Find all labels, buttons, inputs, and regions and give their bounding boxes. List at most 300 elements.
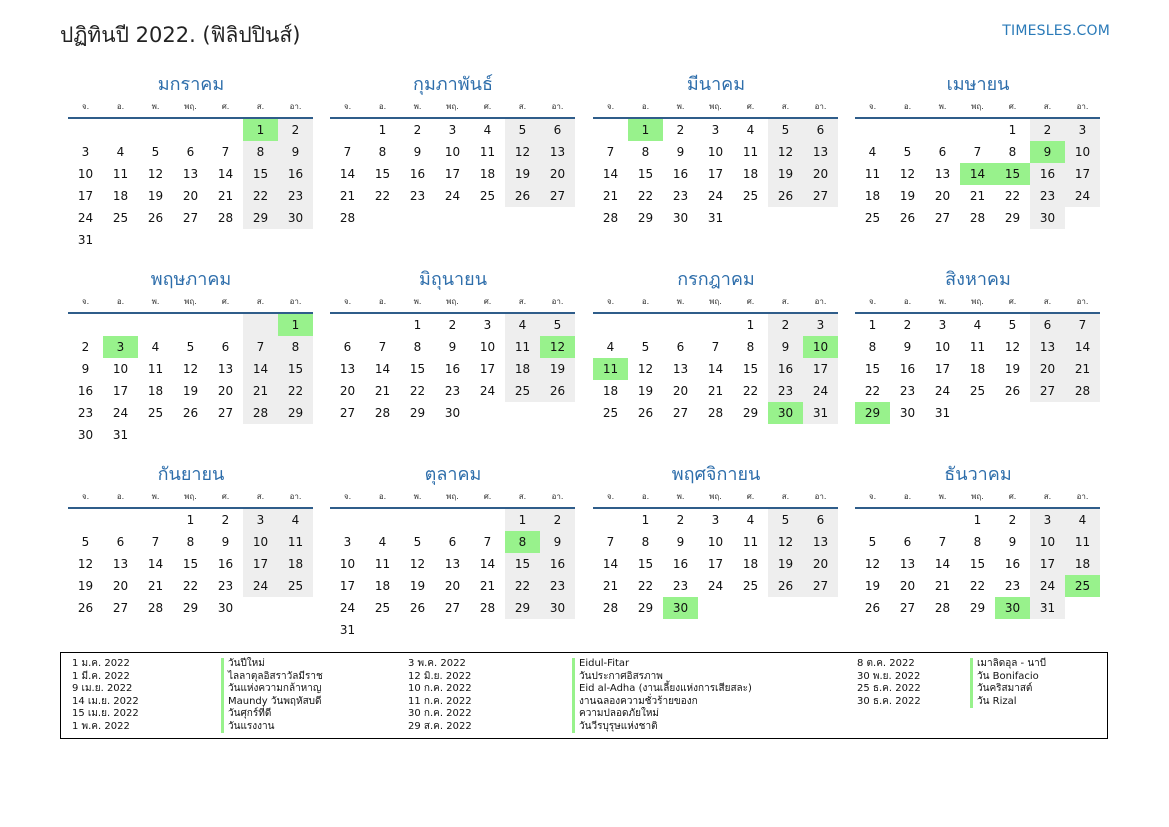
legend-row bbox=[72, 721, 323, 734]
weekday-label: พ. bbox=[413, 491, 422, 501]
week-row bbox=[855, 575, 1101, 597]
day-cell: 6 bbox=[343, 340, 352, 354]
day-cell: 14 bbox=[217, 167, 234, 181]
day-cell: 22 bbox=[374, 189, 391, 203]
day-cell: 18 bbox=[112, 189, 129, 203]
day-cell: 2 bbox=[676, 513, 685, 527]
day-cell: 31 bbox=[803, 402, 838, 424]
holiday-day-cell: 30 bbox=[995, 597, 1030, 619]
legend-holiday-name: วันวีรบุรุษแห่งชาติ bbox=[572, 721, 658, 734]
day-cell: 22 bbox=[409, 384, 426, 398]
day-cell: 4 bbox=[278, 509, 313, 531]
weekday-label: ส. bbox=[1043, 101, 1052, 111]
day-cell: 4 bbox=[606, 340, 615, 354]
day-cell: 10 bbox=[243, 531, 278, 553]
day-cell: 28 bbox=[339, 211, 356, 225]
day-cell: 17 bbox=[803, 358, 838, 380]
empty-day-cell bbox=[330, 119, 365, 141]
day-cell: 3 bbox=[938, 318, 947, 332]
empty-day-cell bbox=[593, 509, 628, 531]
weekday-label: จ. bbox=[606, 296, 615, 306]
weekday-label: อ. bbox=[641, 296, 650, 306]
empty-day-cell bbox=[365, 314, 400, 336]
day-cell: 7 bbox=[938, 535, 947, 549]
month-calendar bbox=[330, 70, 576, 229]
day-cell: 5 bbox=[641, 340, 650, 354]
legend-row bbox=[857, 671, 1046, 684]
day-cell: 20 bbox=[339, 384, 356, 398]
day-cell: 10 bbox=[1030, 531, 1065, 553]
day-cell: 23 bbox=[899, 384, 916, 398]
weekday-label: จ. bbox=[868, 101, 877, 111]
page-title: ปฏิทินปี 2022. (ฟิลิปปินส์) bbox=[60, 23, 301, 47]
day-cell: 5 bbox=[1008, 318, 1017, 332]
holiday-day-cell: 1 bbox=[628, 119, 663, 141]
holiday-day-cell: 1 bbox=[243, 119, 278, 141]
day-cell: 8 bbox=[378, 145, 387, 159]
day-cell: 10 bbox=[934, 340, 951, 354]
day-cell: 2 bbox=[540, 509, 575, 531]
empty-day-cell bbox=[960, 119, 995, 141]
day-cell: 8 bbox=[641, 145, 650, 159]
day-cell: 24 bbox=[1030, 575, 1065, 597]
day-cell: 12 bbox=[182, 362, 199, 376]
empty-day-cell bbox=[855, 119, 890, 141]
empty-day-cell bbox=[365, 619, 400, 641]
day-cell: 4 bbox=[116, 145, 125, 159]
legend-row bbox=[72, 683, 323, 696]
legend-holiday-name: Maundy วันพฤหัสบดี bbox=[221, 696, 322, 709]
day-cell: 6 bbox=[676, 340, 685, 354]
empty-day-cell bbox=[173, 119, 208, 141]
week-row bbox=[68, 380, 314, 402]
week-row bbox=[593, 314, 839, 336]
site-link[interactable]: TIMESLES.COM bbox=[1002, 23, 1110, 39]
weekday-label: พฤ. bbox=[184, 296, 197, 306]
day-cell: 23 bbox=[672, 189, 689, 203]
day-cell: 19 bbox=[1004, 362, 1021, 376]
day-cell: 4 bbox=[1065, 509, 1100, 531]
day-cell: 22 bbox=[278, 380, 313, 402]
weekday-label: จ. bbox=[81, 101, 90, 111]
day-cell: 23 bbox=[77, 406, 94, 420]
day-cell: 5 bbox=[413, 535, 422, 549]
legend-date: 30 ธ.ค. 2022 bbox=[857, 695, 921, 707]
weekday-label: พ. bbox=[151, 296, 160, 306]
week-row bbox=[68, 597, 314, 619]
empty-day-cell bbox=[243, 229, 278, 251]
day-cell: 29 bbox=[969, 601, 986, 615]
day-cell: 28 bbox=[147, 601, 164, 615]
day-cell: 11 bbox=[742, 145, 759, 159]
empty-day-cell bbox=[925, 119, 960, 141]
empty-day-cell bbox=[768, 597, 803, 619]
day-cell: 26 bbox=[768, 185, 803, 207]
empty-day-cell bbox=[365, 207, 400, 229]
empty-day-cell bbox=[733, 597, 768, 619]
day-cell: 28 bbox=[479, 601, 496, 615]
day-cell: 9 bbox=[278, 141, 313, 163]
day-cell: 4 bbox=[973, 318, 982, 332]
weekday-label: จ. bbox=[868, 491, 877, 501]
legend-row bbox=[408, 658, 752, 671]
day-cell: 21 bbox=[602, 189, 619, 203]
day-cell: 28 bbox=[217, 211, 234, 225]
week-row bbox=[855, 597, 1101, 619]
legend-holiday-name: ความปลอดภัยใหม่ bbox=[572, 708, 659, 721]
day-cell: 8 bbox=[868, 340, 877, 354]
day-cell: 21 bbox=[243, 380, 278, 402]
week-row bbox=[855, 358, 1101, 380]
weekday-label: อา. bbox=[289, 296, 302, 306]
day-cell: 2 bbox=[768, 314, 803, 336]
day-cell: 24 bbox=[77, 211, 94, 225]
month-calendar bbox=[855, 460, 1101, 619]
day-cell: 26 bbox=[409, 601, 426, 615]
legend-date: 14 เม.ย. 2022 bbox=[72, 695, 139, 707]
weekday-label: ศ. bbox=[746, 296, 755, 306]
month-calendar bbox=[593, 70, 839, 229]
day-cell: 7 bbox=[711, 340, 720, 354]
empty-day-cell bbox=[540, 207, 575, 229]
day-cell: 25 bbox=[147, 406, 164, 420]
holiday-day-cell: 9 bbox=[1030, 141, 1065, 163]
month-title: มกราคม bbox=[157, 74, 225, 95]
legend-date: 8 ต.ค. 2022 bbox=[857, 658, 915, 669]
day-cell: 22 bbox=[969, 579, 986, 593]
day-cell: 6 bbox=[803, 509, 838, 531]
day-cell: 24 bbox=[479, 384, 496, 398]
empty-day-cell bbox=[278, 424, 313, 446]
holiday-day-cell: 1 bbox=[278, 314, 313, 336]
weekday-label: อ. bbox=[903, 296, 912, 306]
day-cell: 14 bbox=[602, 557, 619, 571]
empty-day-cell bbox=[278, 229, 313, 251]
week-row bbox=[855, 336, 1101, 358]
day-cell: 9 bbox=[81, 362, 90, 376]
day-cell: 14 bbox=[602, 167, 619, 181]
empty-day-cell bbox=[138, 229, 173, 251]
legend-date: 15 เม.ย. 2022 bbox=[72, 708, 139, 719]
day-cell: 11 bbox=[505, 336, 540, 358]
empty-day-cell bbox=[138, 424, 173, 446]
day-cell: 31 bbox=[77, 233, 94, 247]
day-cell: 9 bbox=[768, 336, 803, 358]
week-row bbox=[593, 141, 839, 163]
day-cell: 22 bbox=[637, 579, 654, 593]
weekday-label: ส. bbox=[518, 101, 527, 111]
day-cell: 2 bbox=[676, 123, 685, 137]
weekday-header bbox=[68, 294, 314, 308]
weekday-label: พฤ. bbox=[184, 491, 197, 501]
day-cell: 15 bbox=[505, 553, 540, 575]
week-row bbox=[330, 336, 576, 358]
day-cell: 24 bbox=[803, 380, 838, 402]
holiday-day-cell: 12 bbox=[540, 336, 575, 358]
day-cell: 10 bbox=[444, 145, 461, 159]
day-cell: 27 bbox=[444, 601, 461, 615]
month-calendar bbox=[68, 70, 314, 251]
holiday-day-cell: 29 bbox=[855, 402, 890, 424]
day-cell: 7 bbox=[1065, 314, 1100, 336]
day-cell: 18 bbox=[969, 362, 986, 376]
month-title: กุมภาพันธ์ bbox=[413, 74, 493, 95]
day-cell: 26 bbox=[540, 380, 575, 402]
week-row bbox=[330, 163, 576, 185]
weekday-label: จ. bbox=[868, 296, 877, 306]
month-calendar bbox=[68, 265, 314, 446]
weekday-header bbox=[330, 99, 576, 113]
empty-day-cell bbox=[540, 402, 575, 424]
holiday-day-cell: 15 bbox=[995, 163, 1030, 185]
day-cell: 2 bbox=[221, 513, 230, 527]
weekday-label: จ. bbox=[606, 491, 615, 501]
empty-day-cell bbox=[208, 424, 243, 446]
day-cell: 21 bbox=[374, 384, 391, 398]
legend-date: 30 พ.ย. 2022 bbox=[857, 670, 921, 682]
day-cell: 13 bbox=[540, 141, 575, 163]
day-cell: 2 bbox=[903, 318, 912, 332]
weekday-header bbox=[855, 294, 1101, 308]
day-cell: 23 bbox=[409, 189, 426, 203]
day-cell: 9 bbox=[676, 535, 685, 549]
legend-holiday-name: ไลลาตุลอิสราวัลมีราช bbox=[221, 671, 323, 684]
day-cell: 20 bbox=[934, 189, 951, 203]
day-cell: 23 bbox=[217, 579, 234, 593]
day-cell: 10 bbox=[707, 535, 724, 549]
weekday-label: ส. bbox=[518, 296, 527, 306]
weekday-label: พฤ. bbox=[184, 101, 197, 111]
empty-day-cell bbox=[103, 509, 138, 531]
weekday-label: อ. bbox=[116, 101, 125, 111]
weekday-label: จ. bbox=[343, 296, 352, 306]
legend-holiday-name: วันศุกร์ที่ดี bbox=[221, 708, 271, 721]
weekday-header bbox=[330, 489, 576, 503]
empty-day-cell bbox=[68, 314, 103, 336]
empty-day-cell bbox=[68, 509, 103, 531]
week-row bbox=[593, 358, 839, 380]
legend-row bbox=[408, 683, 752, 696]
weekday-label: ส. bbox=[781, 296, 790, 306]
day-cell: 16 bbox=[899, 362, 916, 376]
day-cell: 12 bbox=[768, 141, 803, 163]
day-cell: 2 bbox=[413, 123, 422, 137]
day-cell: 29 bbox=[243, 207, 278, 229]
day-cell: 15 bbox=[969, 557, 986, 571]
weekday-label: จ. bbox=[81, 491, 90, 501]
day-cell: 31 bbox=[339, 623, 356, 637]
day-cell: 5 bbox=[151, 145, 160, 159]
weekday-label: ส. bbox=[1043, 491, 1052, 501]
empty-day-cell bbox=[400, 619, 435, 641]
day-cell: 16 bbox=[672, 167, 689, 181]
day-cell: 19 bbox=[147, 189, 164, 203]
legend-column bbox=[408, 658, 752, 733]
day-cell: 17 bbox=[112, 384, 129, 398]
day-cell: 9 bbox=[221, 535, 230, 549]
day-cell: 1 bbox=[505, 509, 540, 531]
day-cell: 13 bbox=[339, 362, 356, 376]
legend-date: 25 ธ.ค. 2022 bbox=[857, 683, 921, 694]
day-cell: 31 bbox=[707, 211, 724, 225]
weekday-label: พฤ. bbox=[709, 491, 722, 501]
holiday-day-cell: 11 bbox=[593, 358, 628, 380]
day-cell: 5 bbox=[540, 314, 575, 336]
day-cell: 20 bbox=[672, 384, 689, 398]
legend-holiday-name: วันแห่งความกล้าหาญ bbox=[221, 683, 321, 696]
day-cell: 14 bbox=[479, 557, 496, 571]
empty-day-cell bbox=[698, 314, 733, 336]
day-cell: 28 bbox=[707, 406, 724, 420]
legend-row bbox=[408, 671, 752, 684]
day-cell: 3 bbox=[343, 535, 352, 549]
day-cell: 8 bbox=[186, 535, 195, 549]
legend-row bbox=[857, 696, 1046, 709]
day-cell: 21 bbox=[147, 579, 164, 593]
empty-day-cell bbox=[960, 402, 995, 424]
month-weeks bbox=[593, 509, 839, 619]
day-cell: 20 bbox=[899, 579, 916, 593]
weekday-label: อา. bbox=[551, 101, 564, 111]
weekday-label: ศ. bbox=[221, 491, 230, 501]
day-cell: 17 bbox=[707, 167, 724, 181]
week-row bbox=[855, 380, 1101, 402]
legend-row bbox=[72, 671, 323, 684]
empty-day-cell bbox=[1065, 207, 1100, 229]
weekday-label: อา. bbox=[551, 296, 564, 306]
day-cell: 13 bbox=[1030, 336, 1065, 358]
day-cell: 8 bbox=[746, 340, 755, 354]
week-row bbox=[68, 402, 314, 424]
empty-day-cell bbox=[330, 314, 365, 336]
month-title: กรกฎาคม bbox=[677, 269, 755, 290]
day-cell: 22 bbox=[505, 575, 540, 597]
week-row bbox=[593, 207, 839, 229]
day-cell: 23 bbox=[1004, 579, 1021, 593]
day-cell: 16 bbox=[1030, 163, 1065, 185]
holiday-day-cell: 25 bbox=[1065, 575, 1100, 597]
week-row bbox=[593, 380, 839, 402]
weekday-label: ศ. bbox=[483, 101, 492, 111]
day-cell: 20 bbox=[112, 579, 129, 593]
empty-day-cell bbox=[855, 509, 890, 531]
day-cell: 20 bbox=[803, 553, 838, 575]
weekday-label: อา. bbox=[1076, 101, 1089, 111]
empty-day-cell bbox=[243, 314, 278, 336]
day-cell: 4 bbox=[378, 535, 387, 549]
day-cell: 26 bbox=[899, 211, 916, 225]
day-cell: 16 bbox=[409, 167, 426, 181]
weekday-header bbox=[593, 489, 839, 503]
day-cell: 9 bbox=[1008, 535, 1017, 549]
day-cell: 7 bbox=[378, 340, 387, 354]
month-weeks bbox=[593, 314, 839, 424]
day-cell: 16 bbox=[444, 362, 461, 376]
day-cell: 7 bbox=[973, 145, 982, 159]
week-row bbox=[593, 185, 839, 207]
week-row bbox=[855, 531, 1101, 553]
weekday-label: อ. bbox=[378, 101, 387, 111]
day-cell: 6 bbox=[448, 535, 457, 549]
day-cell: 17 bbox=[77, 189, 94, 203]
week-row bbox=[68, 185, 314, 207]
day-cell: 11 bbox=[374, 557, 391, 571]
legend-row bbox=[408, 721, 752, 734]
day-cell: 15 bbox=[637, 167, 654, 181]
month-weeks bbox=[855, 119, 1101, 229]
legend-holiday-name: วัน Bonifacio bbox=[970, 671, 1039, 684]
day-cell: 29 bbox=[182, 601, 199, 615]
month-weeks bbox=[68, 119, 314, 251]
day-cell: 20 bbox=[182, 189, 199, 203]
day-cell: 6 bbox=[540, 119, 575, 141]
empty-day-cell bbox=[435, 619, 470, 641]
day-cell: 4 bbox=[868, 145, 877, 159]
day-cell: 12 bbox=[1004, 340, 1021, 354]
day-cell: 8 bbox=[278, 336, 313, 358]
legend-date: 12 มิ.ย. 2022 bbox=[408, 670, 472, 682]
weekday-label: อา. bbox=[814, 101, 827, 111]
day-cell: 11 bbox=[864, 167, 881, 181]
day-cell: 11 bbox=[112, 167, 129, 181]
day-cell: 23 bbox=[540, 575, 575, 597]
day-cell: 3 bbox=[1030, 509, 1065, 531]
day-cell: 29 bbox=[637, 601, 654, 615]
empty-day-cell bbox=[505, 207, 540, 229]
empty-day-cell bbox=[890, 119, 925, 141]
month-weeks bbox=[855, 509, 1101, 619]
legend-date: 9 เม.ย. 2022 bbox=[72, 683, 133, 694]
day-cell: 13 bbox=[217, 362, 234, 376]
weekday-label: พฤ. bbox=[971, 296, 984, 306]
empty-day-cell bbox=[208, 229, 243, 251]
day-cell: 5 bbox=[505, 119, 540, 141]
month-title: ธันวาคม bbox=[944, 464, 1012, 485]
day-cell: 12 bbox=[768, 531, 803, 553]
day-cell: 2 bbox=[81, 340, 90, 354]
legend-holiday-name: Eid al-Adha (งานเลี้ยงแห่งการเสียสละ) bbox=[572, 683, 752, 696]
week-row bbox=[330, 185, 576, 207]
week-row bbox=[330, 619, 576, 641]
day-cell: 14 bbox=[374, 362, 391, 376]
legend-date: 1 พ.ค. 2022 bbox=[72, 720, 130, 732]
day-cell: 7 bbox=[221, 145, 230, 159]
week-row bbox=[330, 314, 576, 336]
legend-holiday-name: วัน Rizal bbox=[970, 696, 1017, 709]
day-cell: 18 bbox=[864, 189, 881, 203]
week-row bbox=[68, 207, 314, 229]
week-row bbox=[855, 509, 1101, 531]
day-cell: 10 bbox=[707, 145, 724, 159]
day-cell: 27 bbox=[540, 185, 575, 207]
empty-day-cell bbox=[1065, 597, 1100, 619]
empty-day-cell bbox=[733, 207, 768, 229]
day-cell: 1 bbox=[413, 318, 422, 332]
day-cell: 30 bbox=[1030, 207, 1065, 229]
day-cell: 10 bbox=[339, 557, 356, 571]
day-cell: 1 bbox=[868, 318, 877, 332]
day-cell: 30 bbox=[77, 428, 94, 442]
day-cell: 31 bbox=[112, 428, 129, 442]
weekday-label: อา. bbox=[289, 101, 302, 111]
empty-day-cell bbox=[1030, 402, 1065, 424]
day-cell: 30 bbox=[899, 406, 916, 420]
day-cell: 22 bbox=[742, 384, 759, 398]
empty-day-cell bbox=[173, 314, 208, 336]
holiday-legend bbox=[60, 652, 1108, 739]
day-cell: 14 bbox=[707, 362, 724, 376]
day-cell: 11 bbox=[147, 362, 164, 376]
